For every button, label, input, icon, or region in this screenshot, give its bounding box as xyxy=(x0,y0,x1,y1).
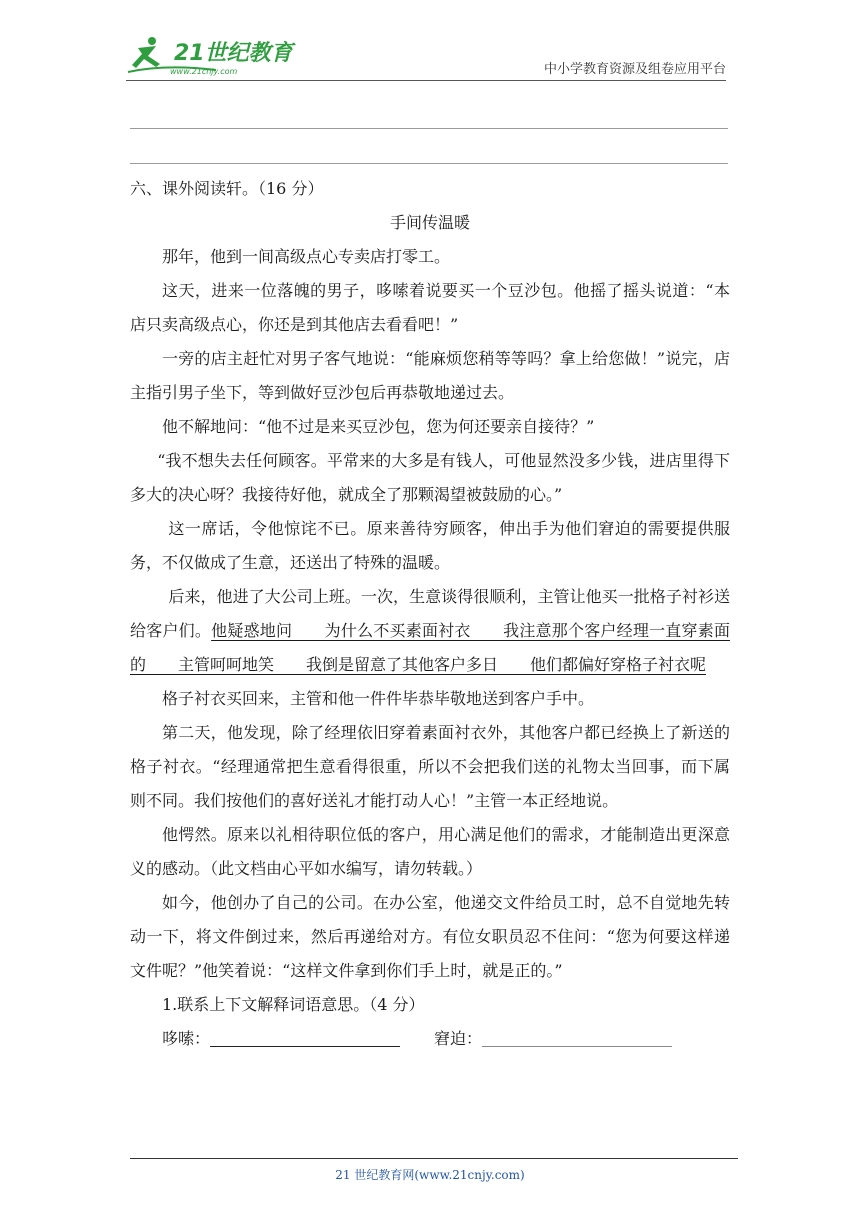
footer-text: 21 世纪教育网(www.21cnjy.com) xyxy=(335,1168,525,1182)
question-1-answers xyxy=(130,1022,730,1056)
paragraph-8: 格子衬衣买回来，主管和他一件件毕恭毕敬地送到客户手中。 xyxy=(162,689,595,708)
logo-21cnjy xyxy=(126,34,296,78)
paragraph-6: 这一席话，令他惊诧不已。原来善待穷顾客，伸出手为他们窘迫的需要提供服务，不仅做成了生意，还送出了特殊的温暖。 xyxy=(130,519,730,572)
paragraph-4: 他不解地问：“他不过是来买豆沙包，您为何还要亲自接待？” xyxy=(162,417,595,436)
reading-section xyxy=(130,172,730,1056)
answer-line-1 xyxy=(130,128,728,129)
paragraph-7 xyxy=(130,580,730,682)
paragraph-3: 一旁的店主赶忙对男子客气地说：“能麻烦您稍等等吗？拿上给您做！”说完，店主指引男子坐下，等到做好豆沙包后再恭敬地递过去。 xyxy=(130,349,730,402)
paragraph-11: 如今，他创办了自己的公司。在办公室，他递交文件给员工时，总不自觉地先转动一下，将文件倒过来，然后再递给对方。有位女职员忍不住问：“您为何要这样递文件呢？”他笑着说：“这样文件拿到你们手上时，就是正的。” xyxy=(130,893,730,980)
header-platform-text: 中小学教育资源及组卷应用平台 xyxy=(543,62,726,77)
section-heading: 六、课外阅读轩。（16 分） xyxy=(130,179,324,198)
header-divider xyxy=(126,80,726,81)
paragraph-7-lead: 后来，他进了大公司上班。一次，生意谈得很顺利，主管让他买一批格子衬衫送给客户们。 xyxy=(130,587,730,640)
paragraph-10: 他愕然。原来以礼相待职位低的客户，用心满足他们的需求，才能制造出更深意义的感动。（此文档由心平如水编写，请勿转载。） xyxy=(130,825,730,878)
paragraph-9: 第二天，他发现，除了经理依旧穿着素面衬衣外，其他客户都已经换上了新送的格子衬衣。“经理通常把生意看得很重，所以不会把我们送的礼物太当回事，而下属则不同。我们按他们的喜好送礼才能打动人心！”主管一本正经地说。 xyxy=(130,723,730,810)
page-header xyxy=(126,30,726,82)
footer-divider xyxy=(130,1158,738,1159)
answer-blank-2[interactable] xyxy=(482,1022,672,1047)
question-1: 1.联系上下文解释词语意思。（4 分） xyxy=(162,995,425,1014)
answer-line-2 xyxy=(130,163,728,164)
article-title: 手间传温暖 xyxy=(389,213,470,232)
answer-blank-1[interactable] xyxy=(210,1022,400,1047)
logo-url: www.21cnjy.com xyxy=(170,67,238,76)
punctuation-exercise-sentence: 他疑惑地问 为什么不买素面衬衣 我注意那个客户经理一直穿素面的 主管呵呵地笑 我倒是留意了其他客户多日 他们都偏好穿格子衬衣呢 xyxy=(130,621,730,674)
word-label-1: 哆嗦： xyxy=(162,1029,211,1048)
word-label-2: 窘迫： xyxy=(434,1029,483,1048)
paragraph-2: 这天，进来一位落魄的男子，哆嗦着说要买一个豆沙包。他摇了摇头说道：“本店只卖高级点心，你还是到其他店去看看吧！” xyxy=(130,281,730,334)
paragraph-1: 那年，他到一间高级点心专卖店打零工。 xyxy=(162,247,451,266)
paragraph-5: “我不想失去任何顾客。平常来的大多是有钱人，可他显然没多少钱，进店里得下多大的决心呀？我接待好他，就成全了那颗渴望被鼓励的心。” xyxy=(130,451,730,504)
logo-text: 21世纪教育 xyxy=(174,41,293,66)
